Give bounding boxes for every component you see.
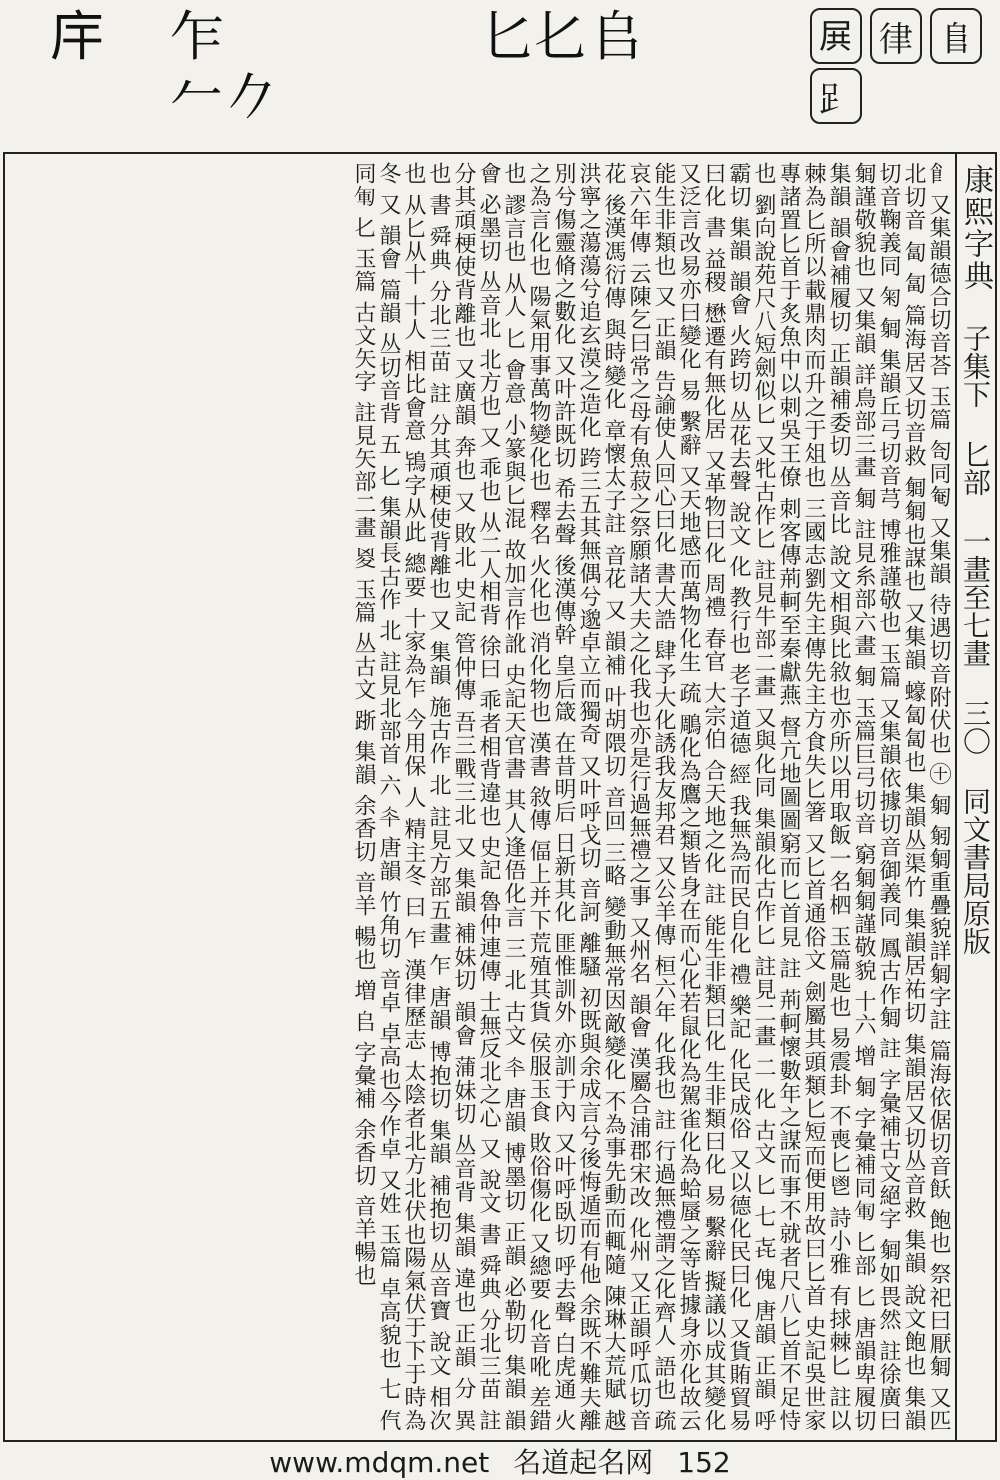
seal-glyph: 𠂉𠂊 [170,65,278,128]
footer-url: www.mdqm.net [269,1446,490,1479]
seal-glyph: 匕𠤎 [480,5,588,68]
footer-page: 152 [677,1446,731,1479]
seal-box: 𧾷 [810,68,862,124]
footer-site: 名道起名网 [513,1446,654,1479]
seal-column [870,8,922,64]
text-frame [3,152,997,1442]
book-title: 康熙字典 [958,164,993,292]
page-number: 三〇 [959,699,992,756]
page-header [955,154,995,1440]
dictionary-body [11,162,951,1432]
radical-label: 匕部 [959,439,992,496]
seal-glyph: 乍 [170,5,224,68]
seal-box: 律 [870,8,922,64]
seal-column [810,8,862,124]
volume-label: 子集下 [959,323,992,408]
seal-glyph: 𠂤 [590,5,644,68]
seal-box: 𡱒 [810,8,862,64]
seal-box: 𨸏 [930,8,982,64]
footer-watermark [0,1445,1000,1480]
body-text: 𩙿 又集韻德合切音荅 玉篇 匌同匎 又集韻 待遇切音附伏也 ㊉ 匔 匑匔重疊貌詳匔字註 篇海依倨切音飫 飽也 祭祀曰厭匔 又匹北切音 匐 匐 篇海居又切音救 匔匔也謀也 又集韻 蠔匐匐也 集韻丛渠竹 集韻居祐切 集韻居又切丛音救 集韻 說文飽也 集韻 切音鞠義同 匊 匔 集韻丘弓切音芎 博雅謹敬也 玉篇 又集韻依據切音御義同 鳳古作匔 註 字彙補古文絕字 匔如畏然 註徐廣曰匔謹敬貌也 又集韻 詳鳥部三畫 匔 註見糸部六畫 匔 玉篇巨弓切音 窮匔匔謹敬貌 十六 增 匔 字彙補同𠣞 匕部 匕 唐韻卑履切 集韻 韻會補履切 正韻補委切 丛音比 說文相與比敘也亦所以用取飯一名柶 玉篇匙也 易震卦 不喪匕鬯 詩小雅 有捄棘匕 註以棘為匕所以載鼎肉而升之于俎也 三國志劉先主傳先主方食失匕箸 又匕首通俗文 劍屬其頭類匕短而便用故曰匕首 史記吳世家專諸置匕首于炙魚中以刺吳王僚 刺客傳荊軻至秦獻燕 督亢地圖圖窮而匕首見 註 荊軻懷數年之謀而事不就者尺八匕首不足恃也 劉向說苑尺八短劍似匕 又牝古作匕 註見牛部二畫 又與化同 集韻化古作匕 註見二畫 二 化 古文 匕 七 㐂 傀 唐韻 正韻 呼霸切 集韻 韻會 火跨切 丛花去聲 說文 化 教行也 老子道德 經 我無為而民自化 禮 樂記 化民成俗 又以德化民曰化 又貨賄貿易曰化 書 益稷 懋遷有無化居 又革物曰化 周禮 春官 大宗伯 合天地之化 註 能生非類曰化 生非類曰化 易 繫辭 擬議以成其變化 又泛言改易亦曰變化 易 繫辭 又天地感而萬物化生 疏 鵰化為鷹之類皆身在而心化若鼠化為駕雀化為蛤蜃之等皆據身亦化故云能生非類也 又 正韻 告諭使人回心曰化 書大誥 肆予大化誘我友邦君 又公羊傳 桓六年 化我也 註 行過無禮謂之化齊人 語也 疏 哀六年傳 云陳乞曰常之母有魚菽之祭願諸大夫之化我也亦是行過無禮之事 又州名 韻會 漢屬合浦郡宋改 化州 又正韻呼瓜切音花 後漢馮衍傳 與時變化 章懷太子註 音花 又 韻補 叶胡隈切 音回 三略 變動無常因敵變化 不為事先動而輒隨 陳琳大荒賦 越洪寧之蕩蕩兮追玄漠之造化 跨三五其無偶兮邈卓立而獨奇 又叶呼戈切 音訶 離騷 初既與余成言兮後悔遁而有他 余既不難夫離別兮傷靈脩之數化 又叶許既切 希去聲 後漢傳幹 皇后箴 在昔明后 日新其化 匪惟訓外 亦訓于內 又叶呼臥切 呼去聲 白虎通 火之為言化也 陽氣用事萬物變化也 釋名 火化也 消化物也 漢書 敘傳 偪上并下荒殖其貨 侯服玉食 敗俗傷化 又總要 化音吪 差錯也 謬言也 从人 匕 會意 小篆與匕混 故加言作訛 史記天官書 其人逢俉化言 三 北 古文 𠦍 唐韻 博墨切 正韻 必勒切 集韻 韻會 必墨切 丛音北 北方也 又 乖也 从二人相背 徐曰 乖者相背違也 史記 魯仲連傳 士無反北之心 又 說文 書 舜典 分北三苗 註 分其頑梗使背離也 又廣韻 奔也 又 敗北 史記 管仲傳 吾三戰三北 又 集韻 補妹切 韻會 蒲妹切 丛音背 集韻 違也 正韻 分 異也 書 舜典 分北三苗 註 分其頑梗使背離也 又 集韻 施古作 北 註見方部五畫 乍 唐韻 博抱切 集韻 補抱切 丛音寶 說文 相次也 从匕从十 十人 相比會意 鴇字从此 總要 十家為乍 今用保 人 精主冬 曰 乍 漢律歷志 太陰者北方北伏也陽氣伏于下于時為冬 又 韻會 篇韻 丛切音背 五 𠤎 集韻長古作 北 註見北部首 六 𠦍 唐韻 竹角切 音卓 卓高也今作卓 又姓 玉篇 卓高貌也 七 㐹 同𠣞 𠤎 玉篇 古文矢字 註見矢部二畫 㚇 玉篇 丛古文 䟷 集韻 余香切 音羊 暢也 増 𠂤 字彙補 余香切 音羊暢也 [351,162,951,1432]
seal-script-band [0,0,1000,150]
publisher: 同文書局原版 [959,787,992,956]
seal-column [930,8,982,64]
stroke-range: 一畫至七畫 [959,527,992,668]
seal-glyph: 𢇛 [50,5,104,68]
